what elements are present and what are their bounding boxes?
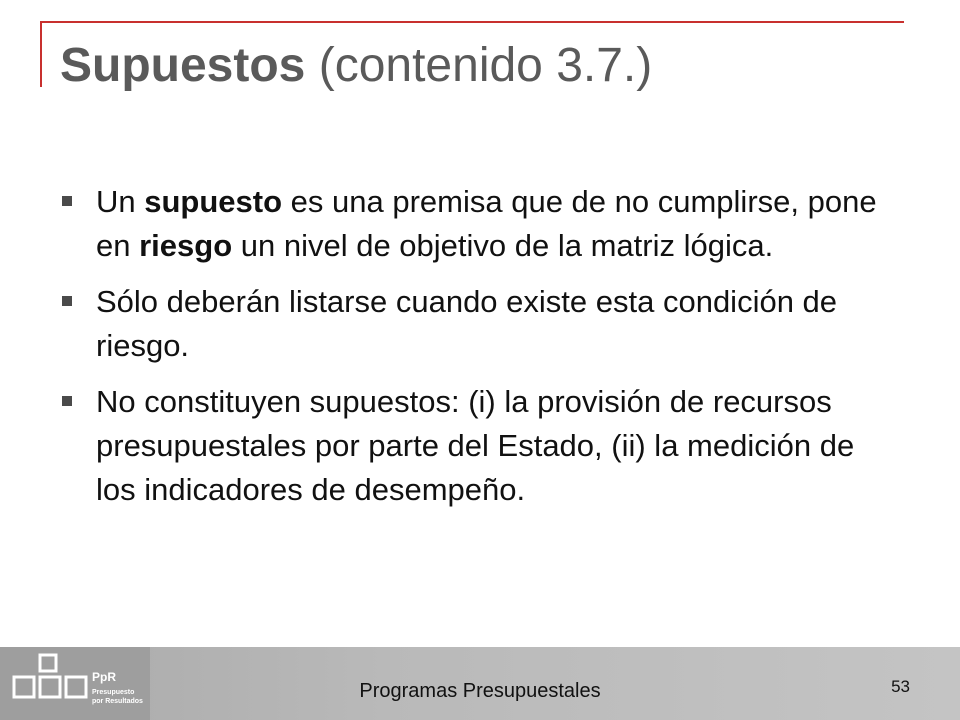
bullet-text-2: Sólo deberán listarse cuando existe esta condición de riesgo. (96, 284, 838, 363)
bullet-term-supuesto: supuesto (144, 184, 283, 219)
bullet-item-2 (60, 280, 900, 368)
footer-title: Programas Presupuestales (359, 680, 601, 702)
bullet-item-1 (60, 180, 900, 268)
square-bullet-icon (62, 196, 72, 206)
bullet-list (60, 180, 900, 524)
logo-line-1: Presupuesto (92, 689, 135, 696)
logo-line-2: por Resultados (92, 698, 143, 705)
square-bullet-icon (62, 396, 72, 406)
bullet-text-1c: un nivel de objetivo de la matriz lógica. (232, 228, 774, 263)
logo-abbr: PpR (92, 670, 116, 684)
bullet-text-1b: es una premisa que de no cumplirse, pone en (96, 184, 877, 263)
page-number: 53 (891, 677, 910, 696)
slide-title-suffix: (contenido 3.7.) (305, 39, 653, 92)
title-frame-left-line (40, 21, 42, 87)
slide-title (60, 36, 652, 96)
square-bullet-icon (62, 296, 72, 306)
bullet-term-riesgo: riesgo (139, 228, 233, 263)
title-frame-top-line (40, 21, 904, 23)
footer-bar (0, 647, 960, 720)
bullet-text-1a: Un (96, 184, 145, 219)
slide-title-main: Supuestos (60, 39, 306, 92)
bullet-text-3: No constituyen supuestos: (i) la provisión de recursos presupuestales por parte del Estado, (ii) la medición de los indicadores de desempeño. (96, 384, 855, 507)
bullet-item-3 (60, 380, 900, 512)
